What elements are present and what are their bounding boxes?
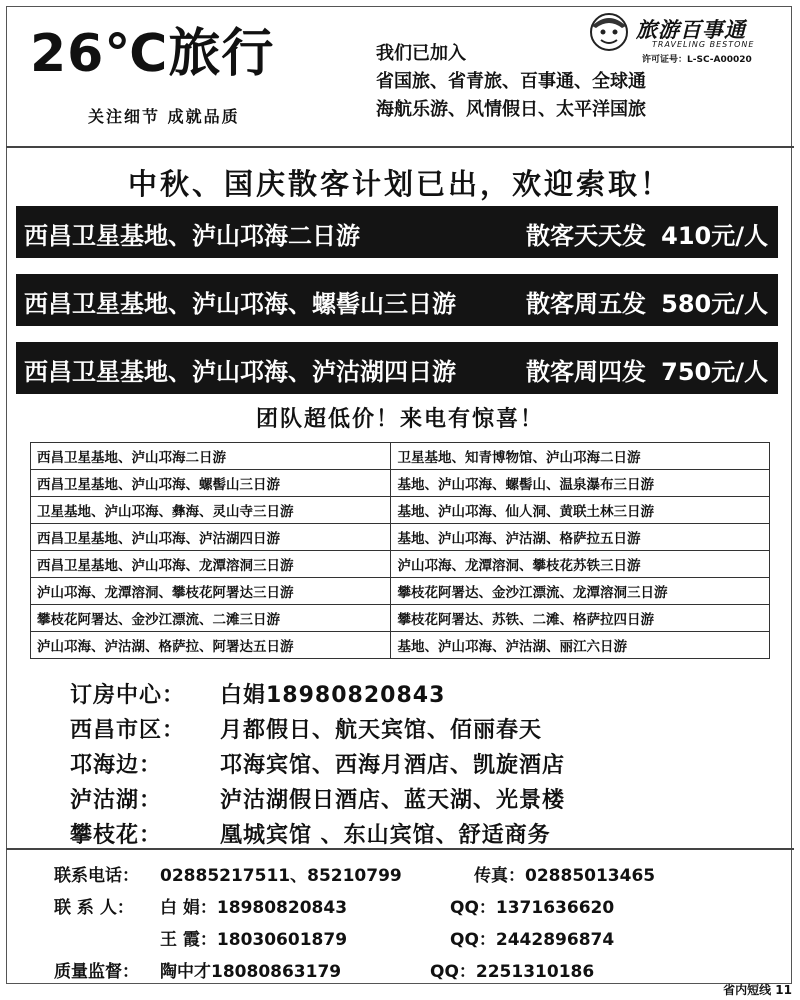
page-footer: 省内短线 11 [723,983,792,997]
brand-title: 26℃旅行 [30,24,275,84]
divider [6,848,794,850]
hotel-row [70,678,565,713]
table-row [31,605,770,632]
hotel-value: 月都假日、航天宾馆、佰丽春天 [220,718,543,743]
table-row [31,632,770,659]
hotel-label: 泸沽湖： [70,788,163,813]
table-row [31,524,770,551]
partners-line: 省国旅、省青旅、百事通、全球通 [376,71,646,92]
hotel-label: 西昌市区： [70,718,186,743]
hotel-row [70,748,565,783]
table-row [31,497,770,524]
route-cell: 基地、泸山邛海、泸沽湖、格萨拉五日游 [391,524,770,551]
route-cell: 西昌卫星基地、泸山邛海、螺髻山三日游 [31,470,391,497]
route-cell: 基地、泸山邛海、泸沽湖、丽江六日游 [391,632,770,659]
table-row [31,470,770,497]
logo-name: 旅游百事通 [636,18,746,42]
tour-route: 西昌卫星基地、泸山邛海二日游 [24,222,360,250]
hotel-label: 邛海边： [70,753,163,778]
logo-subtitle: TRAVELING BESTONE [652,40,755,49]
routes-table [30,442,770,659]
hotel-label: 攀枝花： [70,823,163,848]
tour-bar [16,274,778,326]
logo [586,8,776,68]
team-heading: 团队超低价！来电有惊喜！ [255,407,544,432]
partners-line: 海航乐游、风情假日、太平洋国旅 [376,99,646,120]
partners-line: 我们已加入 [376,43,466,64]
hotel-value: 凰城宾馆 、东山宾馆、舒适商务 [220,823,551,848]
divider [6,146,794,148]
mascot-icon [586,8,632,54]
contact-person: 白 娟：18980820843 [160,898,348,918]
slogan: 关注细节 成就品质 [88,107,240,126]
phone-number: 02885217511、85210799 [160,866,402,886]
tour-price: 410元/人 [661,222,768,250]
route-cell: 卫星基地、泸山邛海、彝海、灵山寺三日游 [31,497,391,524]
hotels-block [70,678,565,853]
table-row [31,443,770,470]
route-cell: 泸山邛海、龙潭溶洞、攀枝花阿署达三日游 [31,578,391,605]
route-cell: 泸山邛海、泸沽湖、格萨拉、阿署达五日游 [31,632,391,659]
tour-price: 580元/人 [661,290,768,318]
tour-bar [16,206,778,258]
route-cell: 基地、泸山邛海、螺髻山、温泉瀑布三日游 [391,470,770,497]
hotel-value: 白娟18980820843 [220,683,446,708]
contact-qq: QQ：2442896874 [450,930,615,950]
route-cell: 西昌卫星基地、泸山邛海、龙潭溶洞三日游 [31,551,391,578]
route-cell: 泸山邛海、龙潭溶洞、攀枝花苏铁三日游 [391,551,770,578]
tour-route: 西昌卫星基地、泸山邛海、螺髻山三日游 [24,290,456,318]
route-cell: 西昌卫星基地、泸山邛海、泸沽湖四日游 [31,524,391,551]
route-cell: 西昌卫星基地、泸山邛海二日游 [31,443,391,470]
tour-bar [16,342,778,394]
phone-label: 联系电话： [54,866,139,886]
tour-price: 750元/人 [661,358,768,386]
tour-schedule: 散客天天发 [526,222,646,250]
contact-person: 王 霞：18030601879 [160,930,348,950]
hotel-label: 订房中心： [70,683,186,708]
route-cell: 攀枝花阿署达、金沙江漂流、龙潭溶洞三日游 [391,578,770,605]
route-cell: 基地、泸山邛海、仙人洞、黄联土林三日游 [391,497,770,524]
hotel-value: 泸沽湖假日酒店、蓝天湖、光景楼 [220,788,566,813]
quality-label: 质量监督： [54,962,139,982]
license-number: 许可证号：L-SC-A00020 [642,55,752,65]
hotel-row [70,713,565,748]
table-row [31,578,770,605]
quality-contact: 陶中才18080863179 [160,962,342,982]
quality-qq: QQ：2251310186 [430,962,595,982]
fax-number: 传真：02885013465 [474,866,656,886]
hotel-row [70,783,565,818]
contact-qq: QQ：1371636620 [450,898,615,918]
tour-route: 西昌卫星基地、泸山邛海、泸沽湖四日游 [24,358,456,386]
tour-schedule: 散客周四发 [526,358,646,386]
headline: 中秋、国庆散客计划已出，欢迎索取！ [127,167,672,201]
route-cell: 攀枝花阿署达、金沙江漂流、二滩三日游 [31,605,391,632]
person-label: 联 系 人： [54,898,134,918]
table-row [31,551,770,578]
tour-schedule: 散客周五发 [526,290,646,318]
hotel-value: 邛海宾馆、西海月酒店、凯旋酒店 [220,753,566,778]
route-cell: 卫星基地、知青博物馆、泸山邛海二日游 [391,443,770,470]
route-cell: 攀枝花阿署达、苏铁、二滩、格萨拉四日游 [391,605,770,632]
